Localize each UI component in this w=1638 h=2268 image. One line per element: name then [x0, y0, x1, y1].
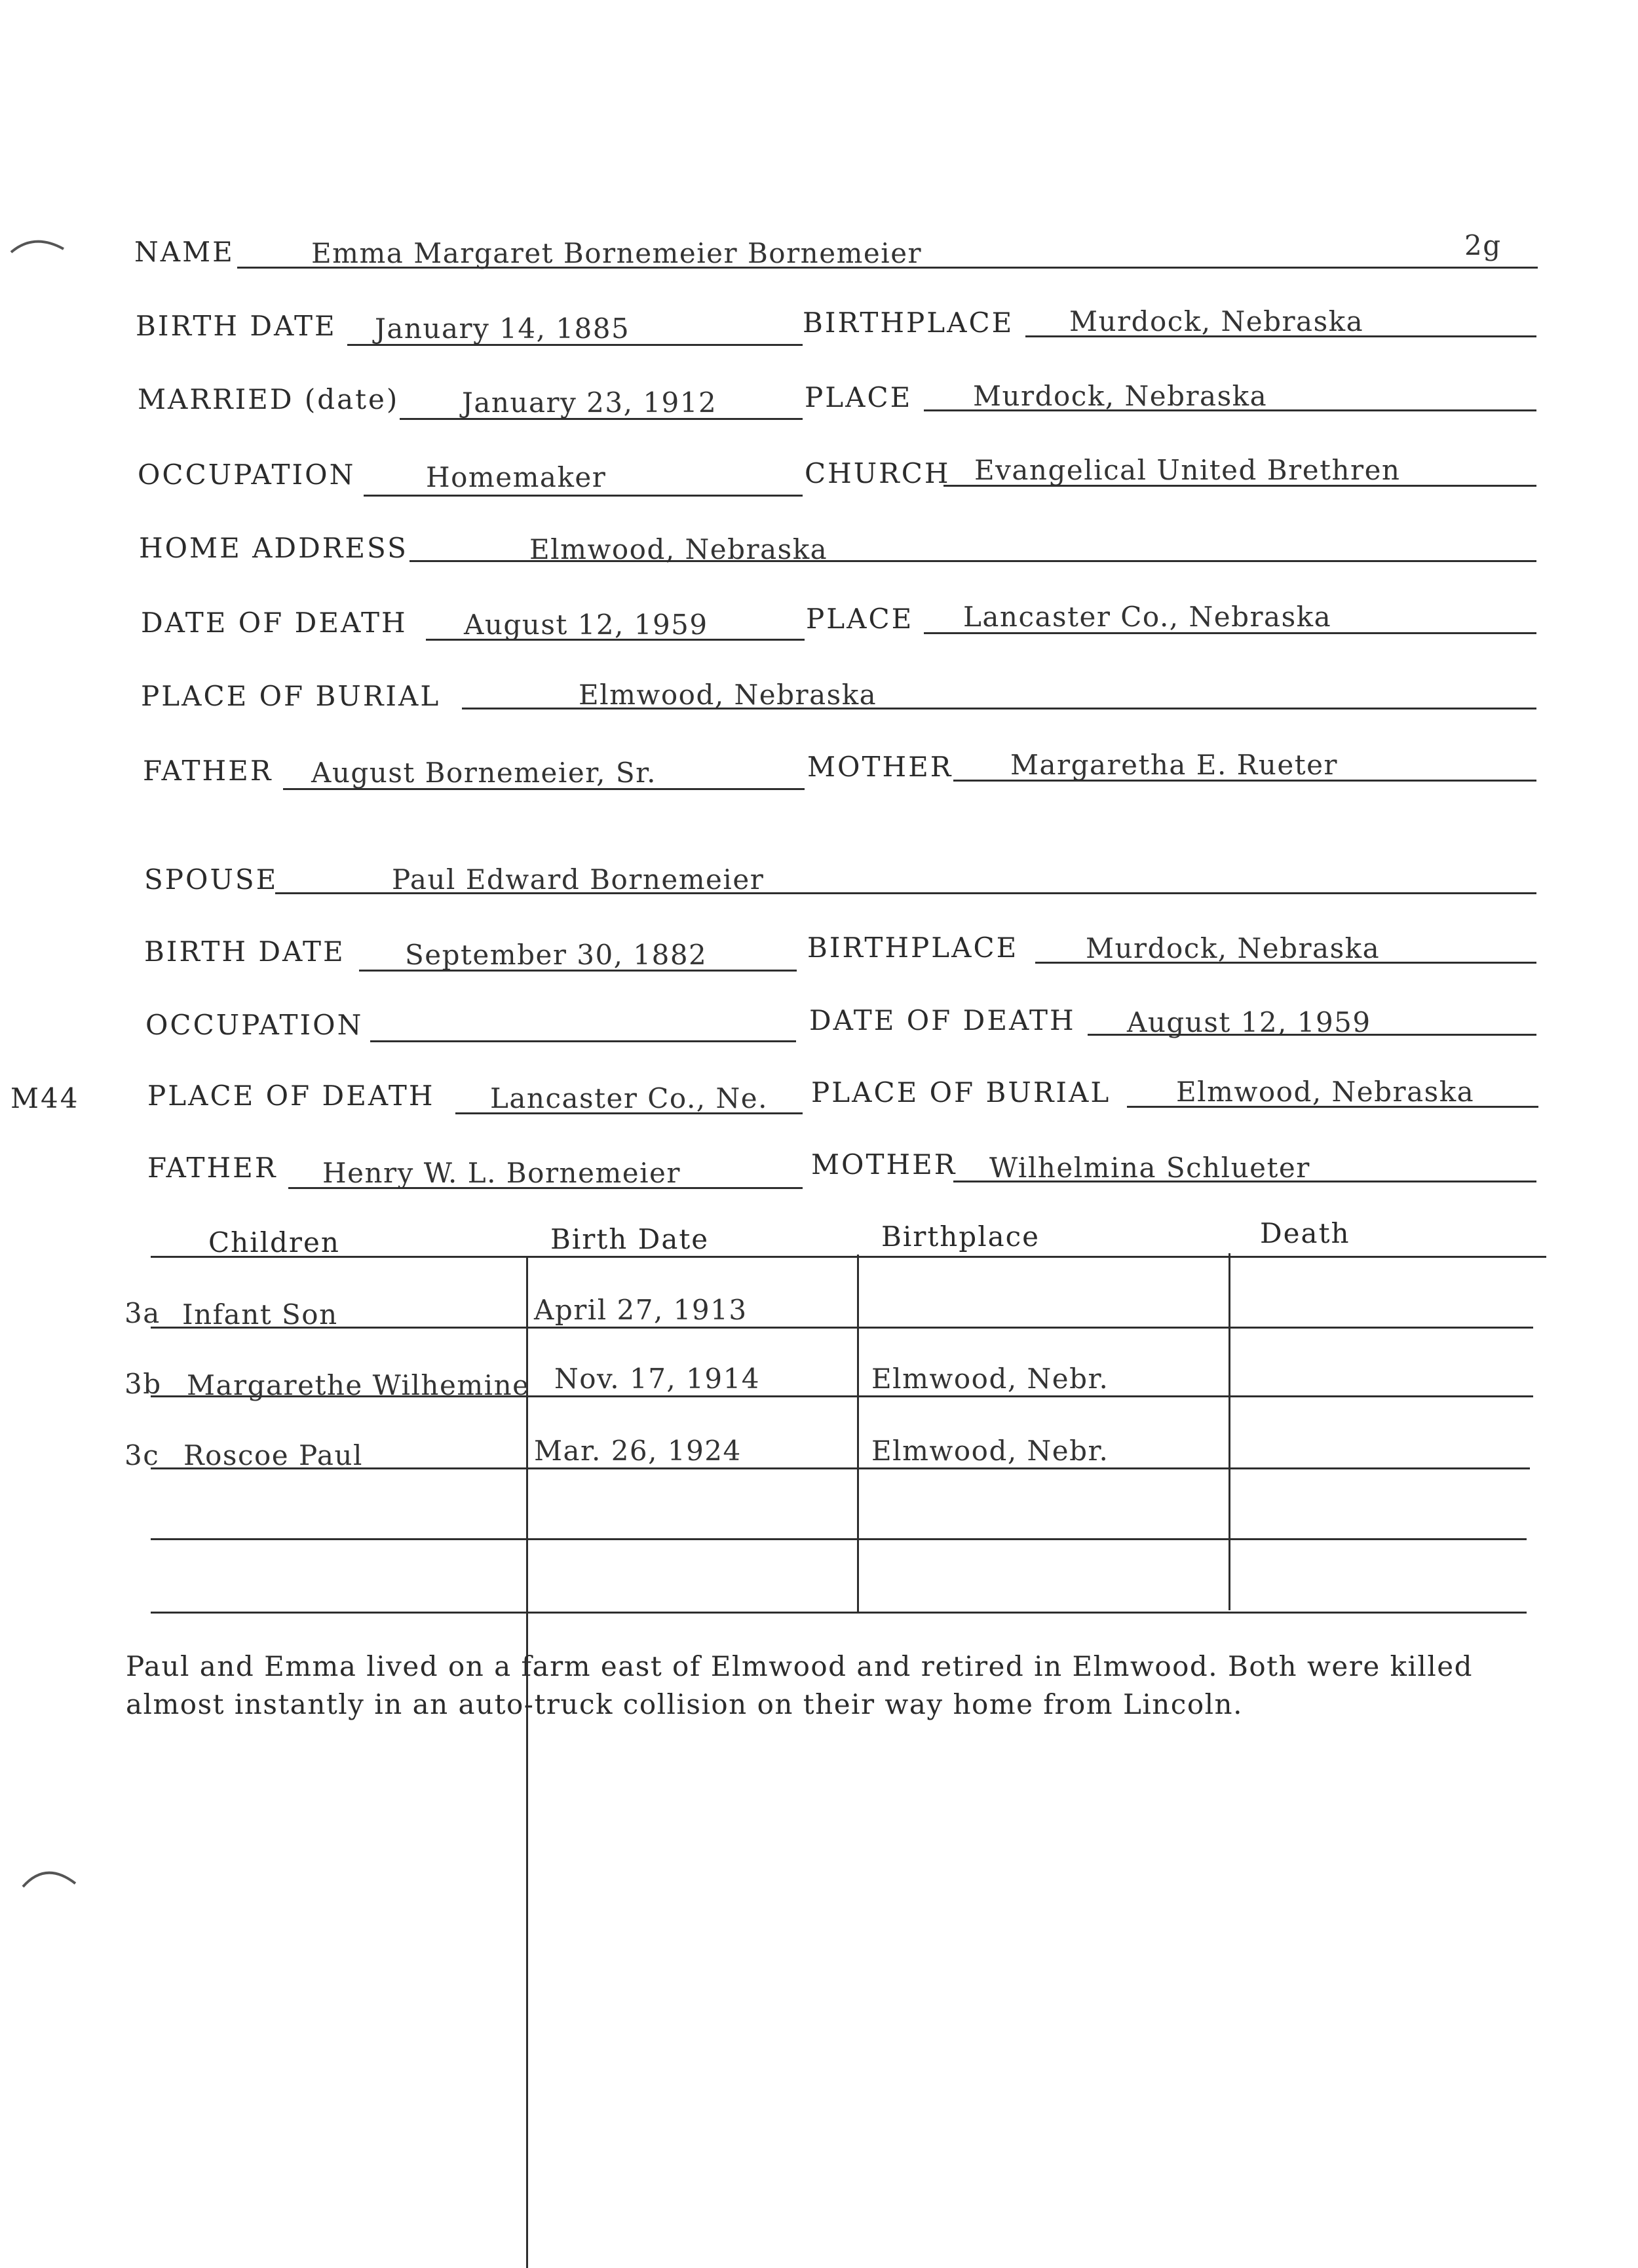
spouse-date-of-death-label: DATE OF DEATH [809, 1004, 1076, 1036]
child-name: Margarethe Wilhemine [187, 1369, 530, 1401]
table-row-line-4 [151, 1538, 1527, 1540]
birthplace-value: Murdock, Nebraska [1069, 305, 1364, 337]
date-of-death-value: August 12, 1959 [464, 609, 708, 641]
birthplace-header: Birthplace [881, 1220, 1040, 1253]
table-col-divider-3 [1228, 1253, 1230, 1610]
mother-label: MOTHER [807, 751, 953, 783]
spouse-mother-label: MOTHER [811, 1148, 957, 1181]
binder-hole-mark-top [8, 233, 67, 259]
child-birthplace: Elmwood, Nebr. [871, 1435, 1109, 1467]
church-label: CHURCH [805, 457, 951, 489]
table-col-divider-2 [857, 1255, 859, 1614]
table-top-line [151, 1256, 1546, 1258]
married-line [400, 418, 803, 420]
child-code: 3a [124, 1297, 161, 1329]
spouse-place-of-death-line [455, 1112, 803, 1114]
binder-hole-mark-bottom [20, 1864, 79, 1890]
date-of-death-label: DATE OF DEATH [141, 607, 408, 639]
child-birth-date: Mar. 26, 1924 [534, 1435, 742, 1467]
spouse-birthplace-label: BIRTHPLACE [807, 932, 1019, 964]
child-birth-date: Nov. 17, 1914 [550, 1363, 760, 1395]
home-address-label: HOME ADDRESS [139, 532, 408, 564]
death-place-label: PLACE [806, 603, 914, 635]
spouse-date-of-death-line [1088, 1034, 1536, 1036]
occupation-line [364, 495, 803, 497]
spouse-burial-label: PLACE OF BURIAL [811, 1076, 1111, 1108]
name-line [237, 267, 1538, 269]
birth-date-line [347, 344, 803, 346]
married-value: January 23, 1912 [462, 387, 717, 419]
spouse-label: SPOUSE [144, 863, 278, 896]
child-code: 3b [124, 1368, 162, 1400]
spouse-mother-value: Wilhelmina Schlueter [989, 1152, 1310, 1184]
spouse-birth-date-label: BIRTH DATE [144, 936, 345, 968]
child-birth-date: April 27, 1913 [534, 1294, 748, 1326]
spouse-birth-date-line [359, 970, 797, 972]
child-name: Roscoe Paul [183, 1439, 363, 1471]
home-address-line [410, 560, 1536, 562]
spouse-value: Paul Edward Bornemeier [392, 863, 765, 896]
church-value: Evangelical United Brethren [974, 454, 1401, 486]
birth-date-value: January 14, 1885 [375, 312, 630, 345]
spouse-father-value: Henry W. L. Bornemeier [322, 1157, 681, 1189]
father-line [283, 788, 805, 790]
burial-value: Elmwood, Nebraska [579, 679, 877, 711]
occupation-value: Homemaker [426, 461, 607, 493]
spouse-mother-line [953, 1181, 1536, 1182]
spouse-burial-line [1127, 1106, 1538, 1108]
birth-date-header: Birth Date [550, 1223, 710, 1255]
married-label: MARRIED (date) [138, 383, 400, 415]
father-value: August Bornemeier, Sr. [311, 757, 657, 789]
record-note: Paul and Emma lived on a farm east of Elmwood and retired in Elmwood. Both were killed almost instantly in an auto-truck collision on their way home from Lincoln. [126, 1650, 1474, 1720]
spouse-birth-date-value: September 30, 1882 [405, 939, 708, 971]
spouse-occupation-line [370, 1040, 796, 1042]
spouse-date-of-death-value: August 12, 1959 [1127, 1006, 1371, 1038]
church-line [943, 485, 1536, 487]
children-header: Children [208, 1226, 340, 1258]
child-name: Infant Son [182, 1298, 338, 1331]
spouse-line [275, 892, 1536, 894]
birthplace-line [1025, 335, 1536, 337]
occupation-label: OCCUPATION [138, 459, 356, 491]
page-number: 2g [1464, 229, 1502, 261]
spouse-burial-value: Elmwood, Nebraska [1176, 1076, 1475, 1108]
spouse-occupation-label: OCCUPATION [145, 1009, 364, 1041]
spouse-father-label: FATHER [147, 1152, 278, 1184]
table-col-divider-1 [526, 1256, 528, 2268]
child-birthplace: Elmwood, Nebr. [871, 1363, 1109, 1395]
mother-line [953, 780, 1536, 782]
name-label: NAME [134, 236, 235, 268]
name-value: Emma Margaret Bornemeier Bornemeier [311, 237, 923, 269]
death-header: Death [1260, 1217, 1350, 1249]
spouse-father-line [288, 1187, 803, 1189]
spouse-place-of-death-label: PLACE OF DEATH [147, 1080, 435, 1112]
married-place-value: Murdock, Nebraska [973, 380, 1268, 412]
margin-code: M44 [10, 1082, 80, 1114]
birth-date-label: BIRTH DATE [136, 310, 337, 342]
spouse-place-of-death-value: Lancaster Co., Ne. [490, 1082, 768, 1114]
death-place-value: Lancaster Co., Nebraska [963, 601, 1332, 633]
father-label: FATHER [143, 755, 273, 787]
home-address-value: Elmwood, Nebraska [529, 533, 828, 565]
table-row-line-1 [151, 1327, 1533, 1329]
married-place-line [924, 409, 1536, 411]
death-place-line [924, 632, 1536, 634]
burial-label: PLACE OF BURIAL [141, 680, 441, 712]
date-of-death-line [426, 639, 805, 641]
married-place-label: PLACE [805, 381, 913, 413]
spouse-birthplace-value: Murdock, Nebraska [1086, 932, 1381, 964]
birthplace-label: BIRTHPLACE [803, 307, 1014, 339]
burial-line [462, 708, 1536, 709]
table-row-line-5 [151, 1612, 1527, 1614]
child-code: 3c [124, 1439, 160, 1471]
spouse-birthplace-line [1035, 962, 1536, 964]
mother-value: Margaretha E. Rueter [1010, 749, 1338, 781]
